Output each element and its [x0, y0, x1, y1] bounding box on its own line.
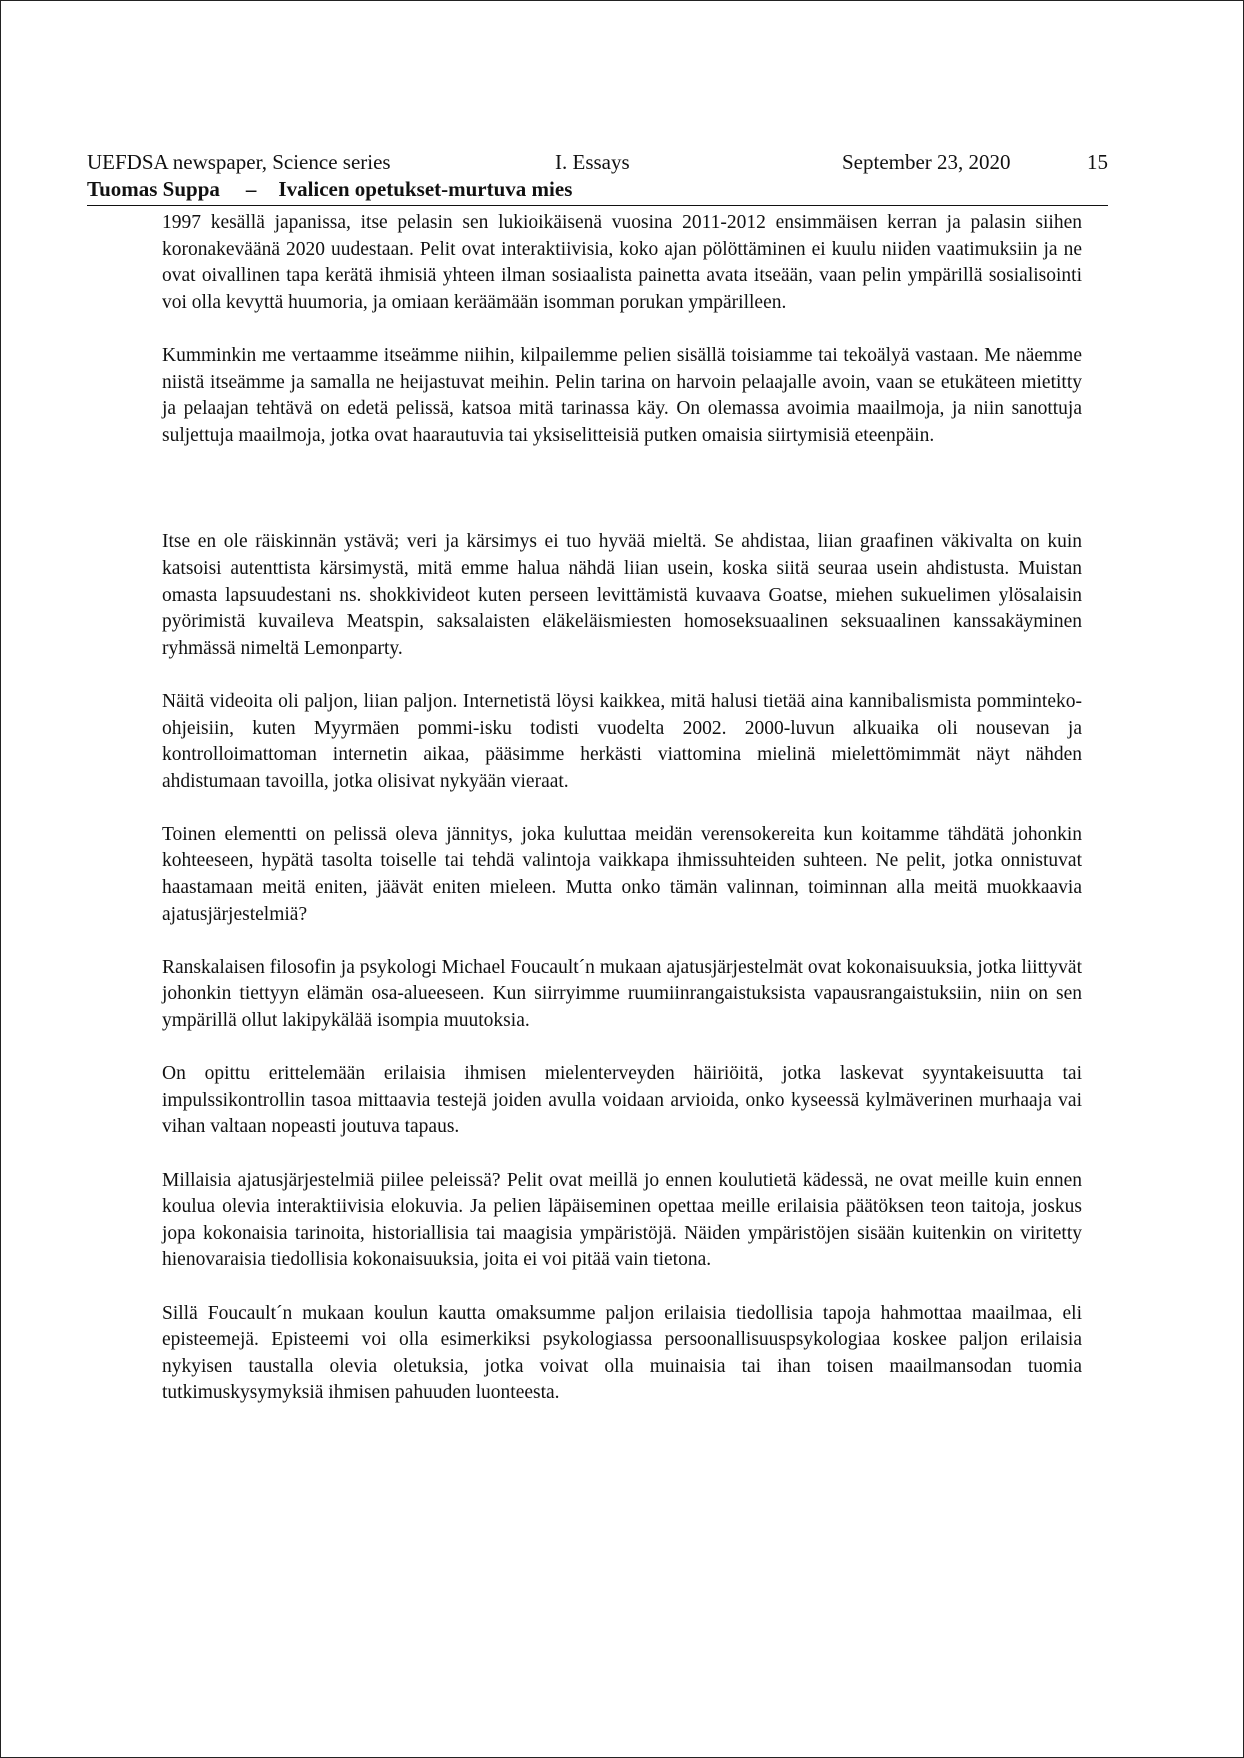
header-meta-row [87, 150, 1108, 177]
author-name: Tuomas Suppa [87, 177, 220, 201]
paragraph: Kumminkin me vertaamme itseämme niihin, kilpailemme pelien sisällä toisiamme tai tekoälyä vastaan. Me näemme niistä itseämme ja samalla ne heijastuvat meihin. Pelin tarina on harvoin pelaajalle avoin, vaan se etukäteen mietitty ja pelaajan tehtävä on edetä pelissä, katsoa mitä tarinassa käy. On olemassa avoimia maailmoja, ja niin sanottuja suljettuja maailmoja, jotka ovat haarautuvia tai yksiselitteisiä putken omaisia siirtymisiä eteenpäin. [162, 344, 1082, 446]
paragraph: Itse en ole räiskinnän ystävä; veri ja kärsimys ei tuo hyvää mieltä. Se ahdistaa, liian graafinen väkivalta on kuin katsoisi autenttista kärsimystä, mitä emme halua nähdä liian usein, koska siitä seuraa usein ahdistusta. Muistan omasta lapsuudestani ns. shokkivideot kuten perseen levittämistä kuvaava Goatse, miehen sukuelimen ylösalaisin pyörimistä kuvaileva Meatspin, saksalaisten eläkeläismiesten homoseksuaalinen seksuaalinen kanssakäyminen ryhmässä nimeltä Lemonparty. [162, 531, 1082, 659]
paragraph: On opittu erittelemään erilaisia ihmisen mielenterveyden häiriöitä, jotka laskevat syyntakeisuutta tai impulssikontrollin tasoa mittaavia testejä joiden avulla voidaan arvioida, onko kyseessä kylmäverinen murhaaja vai vihan valtaan nopeasti joutuva tapaus. [162, 1063, 1082, 1138]
publication-name: UEFDSA newspaper, Science series [87, 150, 391, 174]
paragraph: Millaisia ajatusjärjestelmiä piilee peleissä? Pelit ovat meillä jo ennen koulutietä kädessä, ne ovat meille kuin ennen koulua olevia interaktiivisia elokuvia. Ja pelien läpäiseminen opettaa meille erilaisia päätöksen teon taitoja, joskus jopa kokonaisia tarinoita, historiallisia tai maagisia ympäristöjä. Näiden ympäristöjen sisään kuitenkin on viritetty hienovaraisia tiedollisia kokonaisuuksia, joita ei voi pitää vain tietona. [162, 1169, 1082, 1271]
section-label: I. Essays [555, 150, 630, 174]
paragraph: Sillä Foucault´n mukaan koulun kautta omaksumme paljon erilaisia tiedollisia tapoja hahmottaa maailmaa, eli episteemejä. Episteemi voi olla esimerkiksi psykologiassa persoonallisuuspsykologiaa koskee paljon erilaisia nykyisen taustalla olevia oletuksia, jotka voivat olla muinaisia tai ihan toisen maailmansodan tuomia tutkimuskysymyksiä ihmisen pahuuden luonteesta. [162, 1302, 1082, 1404]
paragraph: Näitä videoita oli paljon, liian paljon. Internetistä löysi kaikkea, mitä halusi tietää aina kannibalismista pomminteko-ohjeisiin, kuten Myyrmäen pommi-isku todisti vuodelta 2002. 2000-luvun alkuaika oli nousevan ja kontrolloimattoman internetin aikaa, pääsimme herkästi viattomina mielinä mielettömimmät näyt nähden ahdistumaan tavoilla, jotka olisivat nykyään vieraat. [162, 690, 1082, 792]
paragraph: Toinen elementti on pelissä oleva jännitys, joka kuluttaa meidän verensokereita kun koitamme tähdätä johonkin kohteeseen, hypätä tasolta toiselle tai tehdä valintoja vaikkapa ihmissuhteiden suhteen. Ne pelit, jotka onnistuvat haastamaan meitä eniten, jäävät eniten mieleen. Mutta onko tämän valinnan, toiminnan alla meitä muokkaavia ajatusjärjestelmiä? [162, 823, 1082, 925]
page-number: 15 [1087, 150, 1108, 174]
article-title: Ivalicen opetukset-murtuva mies [278, 177, 573, 201]
article-body [162, 210, 1082, 1434]
issue-date: September 23, 2020 [842, 150, 1011, 174]
paragraph: 1997 kesällä japanissa, itse pelasin sen lukioikäisenä vuosina 2011-2012 ensimmäisen kerran ja palasin siihen koronakeväänä 2020 uudestaan. Pelit ovat interaktiivisia, koko ajan pölöttäminen ei kuulu niiden vaatimuksiin ja ne ovat oivallinen tapa kerätä ihmisiä yhteen ilman sosiaalista painetta avata itseään, vaan pelin ympärillä sosialisointi voi olla kevyttä huumoria, ja omiaan keräämään isomman porukan ympärilleen. [162, 212, 1082, 313]
byline-dash: – [245, 177, 257, 201]
header-byline-row [87, 177, 1108, 203]
running-header [87, 150, 1108, 206]
paragraph: Ranskalaisen filosofin ja psykologi Michael Foucault´n mukaan ajatusjärjestelmät ovat kokonaisuuksia, jotka liittyvät johonkin tiettyyn elämän osa-alueeseen. Kun siirryimme ruumiinrangaistuksista vapausrangaistuksiin, niin on sen ympärillä ollut lakipykälää isompia muutoksia. [162, 956, 1082, 1032]
